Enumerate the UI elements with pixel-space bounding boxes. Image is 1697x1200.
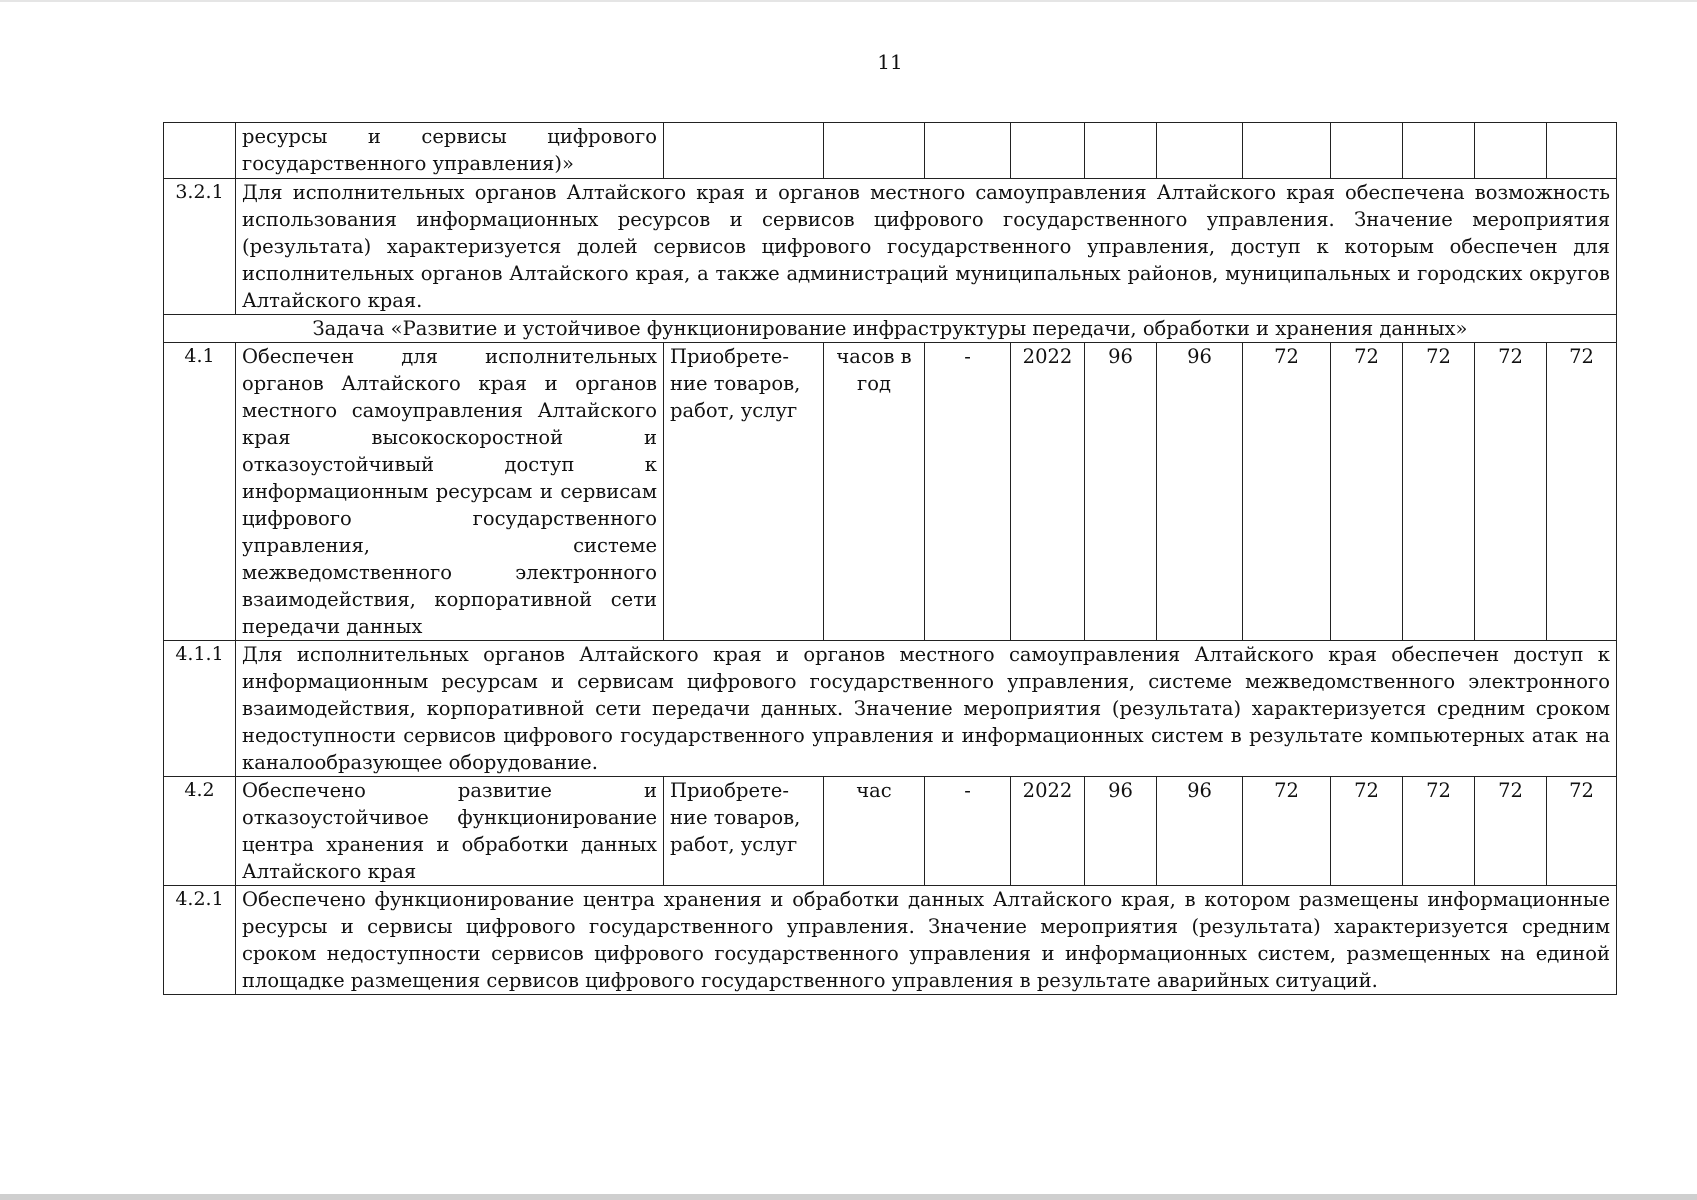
cell-empty [1331, 123, 1403, 179]
page-number: 11 [877, 50, 903, 74]
cell-description: Для исполнительных органов Алтайского края и органов местного самоуправления Алтайского края обеспечена возможность использования информационных ресурсов и сервисов цифрового государственного управления. Значение мероприятия (результата) характеризуется долей сервисов цифрового государственного управления, доступ к которым обеспечен для исполнительных органов Алтайского края, а также администраций муниципальных районов, муниципальных и городских округов Алтайского края. [236, 179, 1617, 315]
scan-bottom-edge [0, 1194, 1697, 1200]
cell-empty [925, 123, 1011, 179]
cell-okei: - [925, 343, 1011, 641]
table-row-4-2 [164, 777, 1617, 886]
cell-base-year: 2022 [1011, 777, 1085, 886]
cell-description: Для исполнительных органов Алтайского края и органов местного самоуправления Алтайского края обеспечен доступ к информационным ресурсам и сервисам цифрового государственного управления, системе межведомственного электронного взаимодействия, корпоративной сети передачи данных. Значение мероприятия (результата) характеризуется средним сроком недоступности сервисов цифрового государственного управления и информационных систем в результате компьютерных атак на каналообразующее оборудование. [236, 641, 1617, 777]
cell-okei: - [925, 777, 1011, 886]
cell-type: Приобрете-ние товаров, работ, услуг [664, 343, 824, 641]
cell-num: 4.1.1 [164, 641, 236, 777]
cell-value: 72 [1331, 343, 1403, 641]
cell-empty [664, 123, 824, 179]
cell-value: 96 [1157, 343, 1243, 641]
table-row-task [164, 315, 1617, 343]
cell-value: 72 [1475, 777, 1547, 886]
cell-value: 72 [1475, 343, 1547, 641]
cell-empty [1475, 123, 1547, 179]
cell-base-value: 96 [1085, 777, 1157, 886]
cell-name: Обеспечен для исполнительных органов Алтайского края и органов местного самоуправления Алтайского края высокоскоростной и отказоустойчивый доступ к информационным ресурсам и сервисам цифрового государственного управления, системе межведомственного электронного взаимодействия, корпоративной сети передачи данных [236, 343, 664, 641]
cell-num: 4.2.1 [164, 886, 236, 995]
cell-num: 4.2 [164, 777, 236, 886]
indicators-table [163, 122, 1617, 995]
cell-empty [1085, 123, 1157, 179]
cell-num: 4.1 [164, 343, 236, 641]
cell-empty [1403, 123, 1475, 179]
cell-unit: час [824, 777, 925, 886]
cell-value: 72 [1547, 777, 1617, 886]
cell-empty [1243, 123, 1331, 179]
cell-value: 72 [1403, 777, 1475, 886]
scan-top-edge [0, 0, 1697, 2]
cell-empty [1157, 123, 1243, 179]
cell-empty [1547, 123, 1617, 179]
cell-base-year: 2022 [1011, 343, 1085, 641]
table-row-3-2-1 [164, 179, 1617, 315]
cell-base-value: 96 [1085, 343, 1157, 641]
cell-num: 3.2.1 [164, 179, 236, 315]
cell-value: 96 [1157, 777, 1243, 886]
cell-name: ресурсы и сервисы цифрового государственного управления)» [236, 123, 664, 179]
cell-empty [824, 123, 925, 179]
table-row-4-2-1 [164, 886, 1617, 995]
cell-value: 72 [1243, 777, 1331, 886]
cell-value: 72 [1331, 777, 1403, 886]
cell-empty [1011, 123, 1085, 179]
cell-unit: часов в год [824, 343, 925, 641]
table-row-continuation [164, 123, 1617, 179]
cell-value: 72 [1403, 343, 1475, 641]
task-heading: Задача «Развитие и устойчивое функционирование инфраструктуры передачи, обработки и хранения данных» [164, 315, 1617, 343]
cell-value: 72 [1243, 343, 1331, 641]
cell-type: Приобрете-ние товаров, работ, услуг [664, 777, 824, 886]
table-row-4-1-1 [164, 641, 1617, 777]
cell-num [164, 123, 236, 179]
cell-name: Обеспечено развитие и отказоустойчивое функционирование центра хранения и обработки данных Алтайского края [236, 777, 664, 886]
cell-value: 72 [1547, 343, 1617, 641]
cell-description: Обеспечено функционирование центра хранения и обработки данных Алтайского края, в котором размещены информационные ресурсы и сервисы цифрового государственного управления. Значение мероприятия (результата) характеризуется средним сроком недоступности сервисов цифрового государственного управления и информационных систем, размещенных на единой площадке размещения сервисов цифрового государственного управления в результате аварийных ситуаций. [236, 886, 1617, 995]
table-row-4-1 [164, 343, 1617, 641]
